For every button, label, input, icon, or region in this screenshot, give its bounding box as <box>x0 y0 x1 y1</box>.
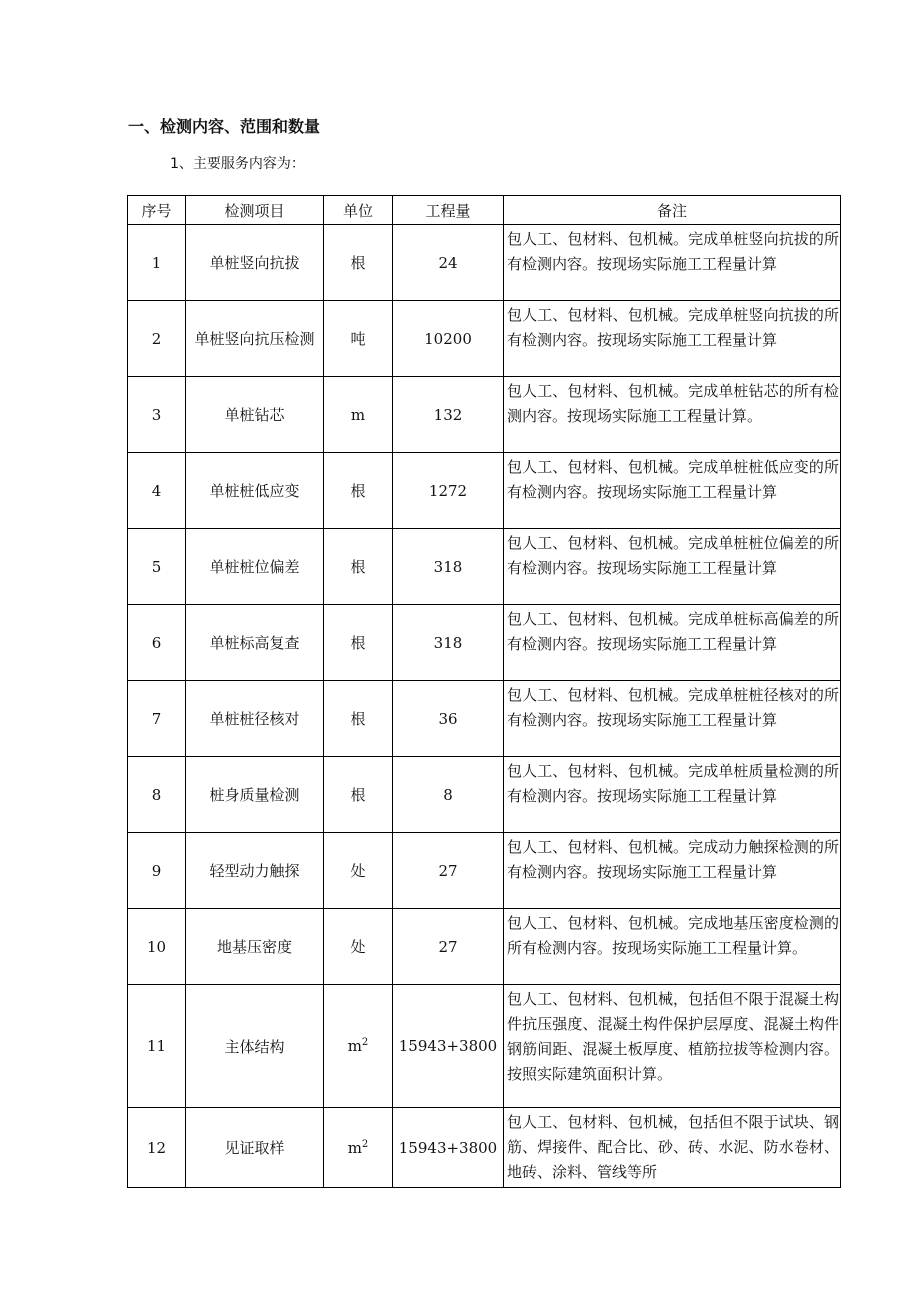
unit-base: m <box>347 1037 362 1055</box>
section-heading: 一、检测内容、范围和数量 <box>128 117 321 136</box>
unit-superscript: 2 <box>361 1037 369 1048</box>
cell-remark: 包人工、包材料、包机械，包括但不限于试块、钢筋、焊接件、配合比、砂、砖、水泥、防水卷材、地砖、涂料、管线等所 <box>504 1108 841 1188</box>
cell-no: 9 <box>128 833 186 909</box>
cell-no: 1 <box>128 225 186 301</box>
sub-heading: 1、主要服务内容为： <box>170 156 305 172</box>
cell-no: 2 <box>128 301 186 377</box>
cell-remark: 包人工、包材料、包机械。完成单桩竖向抗拔的所有检测内容。按现场实际施工工程量计算 <box>504 301 841 377</box>
cell-unit: 根 <box>324 529 393 605</box>
cell-qty: 15943+3800 <box>393 1108 504 1188</box>
table-row <box>128 909 841 985</box>
cell-qty: 318 <box>393 605 504 681</box>
cell-no: 3 <box>128 377 186 453</box>
cell-item: 见证取样 <box>186 1108 324 1188</box>
cell-unit: 根 <box>324 681 393 757</box>
header-item: 检测项目 <box>186 196 324 225</box>
cell-unit <box>324 985 393 1108</box>
cell-no: 10 <box>128 909 186 985</box>
cell-item: 单桩桩径核对 <box>186 681 324 757</box>
table-row <box>128 377 841 453</box>
cell-no: 4 <box>128 453 186 529</box>
cell-qty: 24 <box>393 225 504 301</box>
cell-unit: 处 <box>324 909 393 985</box>
cell-item: 单桩标高复查 <box>186 605 324 681</box>
cell-remark: 包人工、包材料、包机械。完成单桩桩径核对的所有检测内容。按现场实际施工工程量计算 <box>504 681 841 757</box>
cell-unit: 根 <box>324 453 393 529</box>
table-row <box>128 757 841 833</box>
header-unit: 单位 <box>324 196 393 225</box>
cell-no: 11 <box>128 985 186 1108</box>
cell-no: 6 <box>128 605 186 681</box>
cell-remark: 包人工、包材料、包机械，包括但不限于混凝土构件抗压强度、混凝土构件保护层厚度、混凝土构件钢筋间距、混凝土板厚度、植筋拉拔等检测内容。按照实际建筑面积计算。 <box>504 985 841 1108</box>
cell-unit: 处 <box>324 833 393 909</box>
cell-item: 单桩竖向抗压检测 <box>186 301 324 377</box>
table-row <box>128 529 841 605</box>
table-row <box>128 681 841 757</box>
cell-item: 轻型动力触探 <box>186 833 324 909</box>
cell-unit: m <box>324 377 393 453</box>
cell-remark: 包人工、包材料、包机械。完成单桩桩低应变的所有检测内容。按现场实际施工工程量计算 <box>504 453 841 529</box>
cell-remark: 包人工、包材料、包机械。完成单桩钻芯的所有检测内容。按现场实际施工工程量计算。 <box>504 377 841 453</box>
cell-no: 8 <box>128 757 186 833</box>
cell-remark: 包人工、包材料、包机械。完成单桩竖向抗拔的所有检测内容。按现场实际施工工程量计算 <box>504 225 841 301</box>
cell-no: 5 <box>128 529 186 605</box>
cell-qty: 132 <box>393 377 504 453</box>
table-row <box>128 1108 841 1188</box>
cell-item: 主体结构 <box>186 985 324 1108</box>
inspection-table <box>127 195 841 1188</box>
cell-remark: 包人工、包材料、包机械。完成单桩标高偏差的所有检测内容。按现场实际施工工程量计算 <box>504 605 841 681</box>
unit-base: m <box>347 1138 362 1157</box>
cell-remark: 包人工、包材料、包机械。完成地基压密度检测的所有检测内容。按现场实际施工工程量计算。 <box>504 909 841 985</box>
cell-remark: 包人工、包材料、包机械。完成动力触探检测的所有检测内容。按现场实际施工工程量计算 <box>504 833 841 909</box>
cell-unit: 根 <box>324 757 393 833</box>
table-row <box>128 833 841 909</box>
table-row <box>128 453 841 529</box>
cell-qty: 1272 <box>393 453 504 529</box>
cell-remark: 包人工、包材料、包机械。完成单桩质量检测的所有检测内容。按现场实际施工工程量计算 <box>504 757 841 833</box>
cell-qty: 27 <box>393 909 504 985</box>
cell-qty: 36 <box>393 681 504 757</box>
table-row <box>128 985 841 1108</box>
cell-qty: 10200 <box>393 301 504 377</box>
cell-item: 单桩桩低应变 <box>186 453 324 529</box>
header-no: 序号 <box>128 196 186 225</box>
cell-unit: 根 <box>324 605 393 681</box>
cell-unit: 吨 <box>324 301 393 377</box>
cell-unit <box>324 1108 393 1188</box>
table-row <box>128 225 841 301</box>
cell-no: 12 <box>128 1108 186 1188</box>
cell-item: 桩身质量检测 <box>186 757 324 833</box>
cell-qty: 8 <box>393 757 504 833</box>
cell-qty: 318 <box>393 529 504 605</box>
table-header-row <box>128 196 841 225</box>
header-qty: 工程量 <box>393 196 504 225</box>
cell-item: 单桩钻芯 <box>186 377 324 453</box>
table-row <box>128 605 841 681</box>
cell-item: 单桩桩位偏差 <box>186 529 324 605</box>
cell-remark: 包人工、包材料、包机械。完成单桩桩位偏差的所有检测内容。按现场实际施工工程量计算 <box>504 529 841 605</box>
cell-no: 7 <box>128 681 186 757</box>
cell-item: 地基压密度 <box>186 909 324 985</box>
cell-item: 单桩竖向抗拔 <box>186 225 324 301</box>
table-row <box>128 301 841 377</box>
cell-qty: 27 <box>393 833 504 909</box>
cell-unit: 根 <box>324 225 393 301</box>
header-remark: 备注 <box>504 196 841 225</box>
unit-superscript: 2 <box>361 1138 369 1150</box>
cell-qty: 15943+3800 <box>393 985 504 1108</box>
